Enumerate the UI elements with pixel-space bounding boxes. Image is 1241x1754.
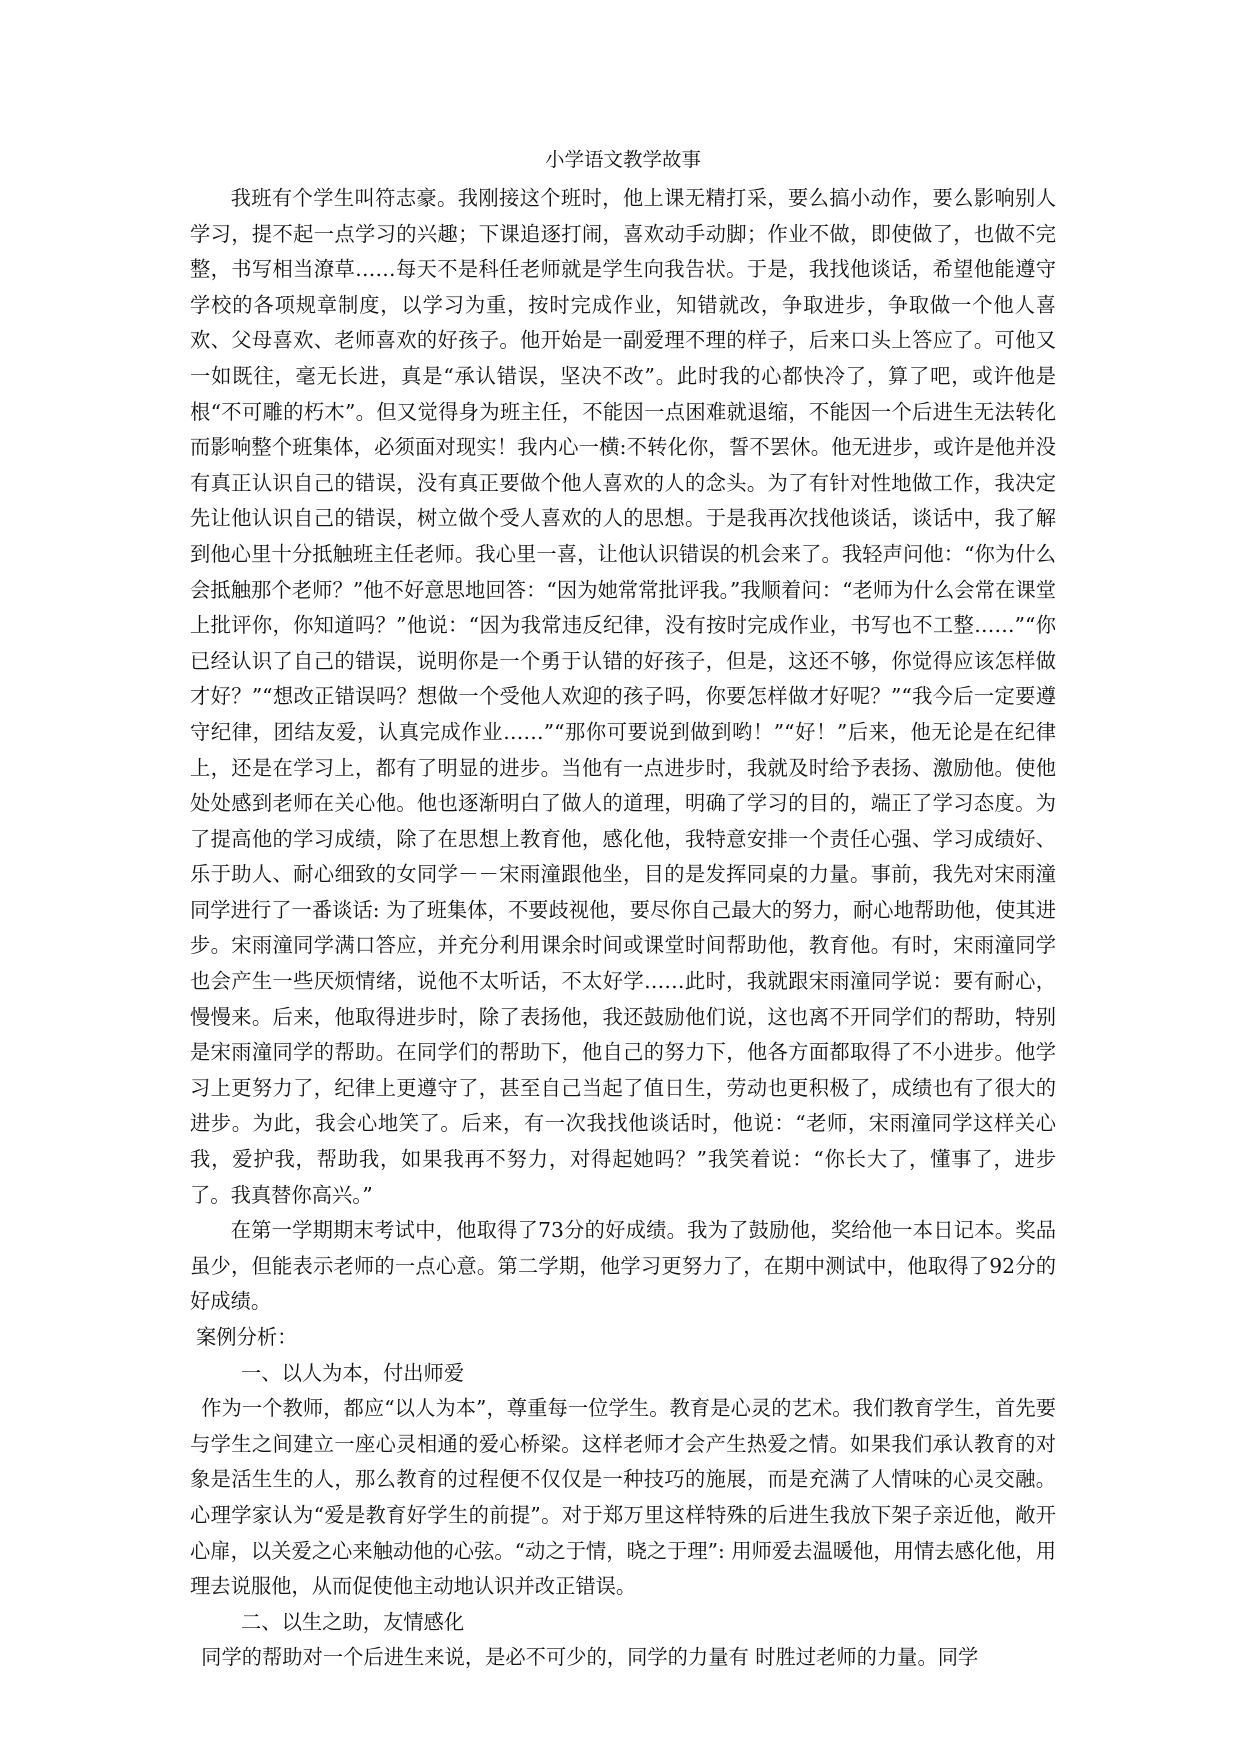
section2-heading: 二、以生之助，友情感化 xyxy=(241,1609,465,1634)
story-paragraph: 我班有个学生叫符志豪。我刚接这个班时，他上课无精打采，要么搞小动作，要么影响别人学习，提不起一点学习的兴趣；下课追逐打闹，喜欢动手动脚；作业不做，即使做了，也做不完整，书写相当潦草……每天不是科任老师就是学生向我告状。于是，我找他谈话，希望他能遵守学校的各项规章制度，以学习为重，按时完成作业，知错就改，争取进步，争取做一个他人喜欢、父母喜欢、老师喜欢的好孩子。他开始是一副爱理不理的样子，后来口头上答应了。可他又一如既往，毫无长进，真是“承认错误，坚决不改”。此时我的心都快冷了，算了吧，或许他是根“不可雕的朽木”。但又觉得身为班主任，不能因一点困难就退缩，不能因一个后进生无法转化而影响整个班集体，必须面对现实！我内心一横:不转化你，誓不罢休。他无进步，或许是他并没有真正认识自己的错误，没有真正要做个他人喜欢的人的念头。为了有针对性地做工作，我决定先让他认识自己的错误，树立做个受人喜欢的人的思想。于是我再次找他谈话，谈话中，我了解到他心里十分抵触班主任老师。我心里一喜，让他认识错误的机会来了。我轻声问他：“你为什么会抵触那个老师？”他不好意思地回答：“因为她常常批评我。”我顺着问：“老师为什么会常在课堂上批评你，你知道吗？”他说：“因为我常违反纪律，没有按时完成作业，书写也不工整……”“你已经认识了自己的错误，说明你是一个勇于认错的好孩子，但是，这还不够，你觉得应该怎样做才好？”“想改正错误吗？想做一个受他人欢迎的孩子吗，你要怎样做才好呢？”“我今后一定要遵守纪律，团结友爱，认真完成作业……”“那你可要说到做到哟！”“好！”后来，他无论是在纪律上，还是在学习上，都有了明显的进步。当他有一点进步时，我就及时给予表扬、激励他。使他处处感到老师在关心他。他也逐渐明白了做人的道理，明确了学习的目的，端正了学习态度。为了提高他的学习成绩，除了在思想上教育他，感化他，我特意安排一个责任心强、学习成绩好、乐于助人、耐心细致的女同学－－宋雨潼跟他坐，目的是发挥同桌的力量。事前，我先对宋雨潼同学进行了一番谈话: 为了班集体，不要歧视他，要尽你自己最大的努力，耐心地帮助他，使其进步。宋雨潼同学满口答应，并充分利用课余时间或课堂时间帮助他，教育他。有时，宋雨潼同学也会产生一些厌烦情绪，说他不太听话，不太好学……此时，我就跟宋雨潼同学说：要有耐心，慢慢来。后来，他取得进步时，除了表扬他，我还鼓励他们说，这也离不开同学们的帮助，特别是宋雨潼同学的帮助。在同学们的帮助下，他自己的努力下，他各方面都取得了不小进步。他学习上更努力了，纪律上更遵守了，甚至自己当起了值日生，劳动也更积极了，成绩也有了很大的进步。为此，我会心地笑了。后来，有一次我找他谈话时，他说：“老师，宋雨潼同学这样关心我，爱护我，帮助我，如果我再不努力，对得起她吗？”我笑着说：“你长大了，懂事了，进步了。我真替你高兴。” xyxy=(190,186,1056,1207)
document-title: 小学语文教学故事 xyxy=(544,148,701,171)
result-paragraph: 在第一学期期末考试中，他取得了73分的好成绩。我为了鼓励他，奖给他一本日记本。奖品虽少，但能表示老师的一点心意。第二学期，他学习更努力了，在期中测试中，他取得了92分的好成绩。 xyxy=(190,1218,1056,1314)
section1-heading: 一、以人为本，付出师爱 xyxy=(241,1360,465,1385)
analysis-label: 案例分析： xyxy=(196,1325,298,1349)
document-page xyxy=(190,143,1056,1676)
section2-body: 同学的帮助对一个后进生来说，是必不可少的，同学的力量有 时胜过老师的力量。同学 xyxy=(201,1645,979,1670)
section1-body: 作为一个教师，都应“以人为本”，尊重每一位学生。教育是心灵的艺术。我们教育学生，首先要与学生之间建立一座心灵相通的爱心桥梁。这样老师才会产生热爱之情。如果我们承认教育的对象是活生生的人，那么教育的过程便不仅仅是一种技巧的施展，而是充满了人情味的心灵交融。心理学家认为“爱是教育好学生的前提”。对于郑万里这样特殊的后进生我放下架子亲近他，敞开心扉，以关爱之心来触动他的心弦。“动之于情，晓之于理”: 用师爱去温暖他，用情去感化他，用理去说服他，从而促使他主动地认识并改正错误。 xyxy=(190,1396,1056,1599)
